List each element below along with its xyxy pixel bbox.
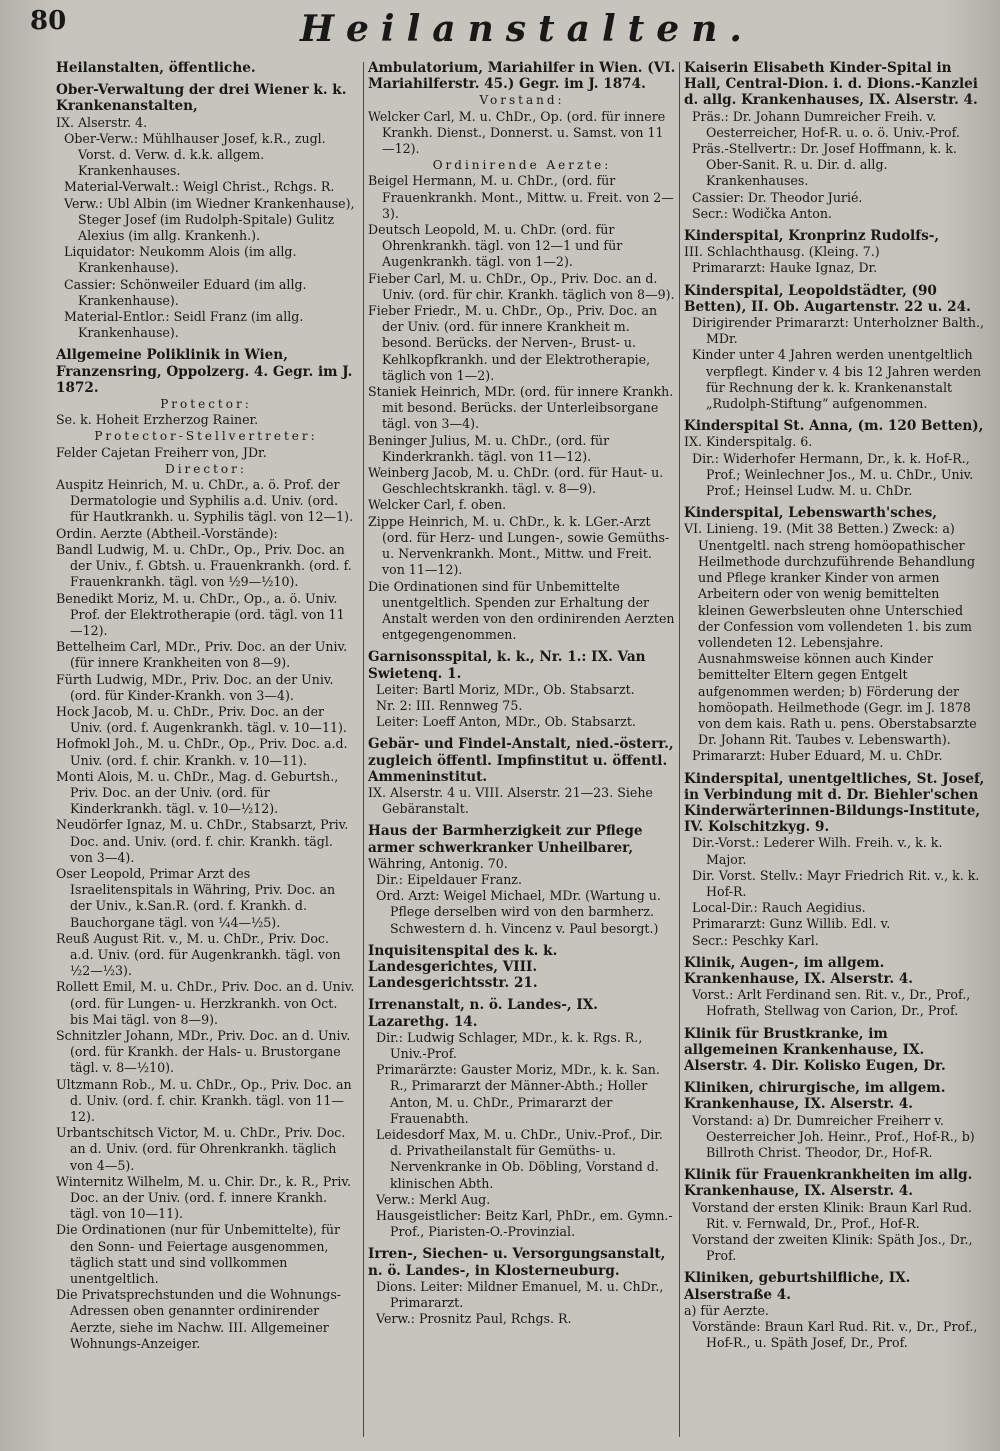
staff-entry: Material-Verwalt.: Weigl Christ., Rchgs. R. <box>64 179 335 195</box>
staff-entry: Hausgeistlicher: Beitz Karl, PhDr., em. Gymn.-Prof., Piaristen-O.-Provinzial. <box>376 1208 673 1240</box>
institution-heading: Irren-, Siechen- u. Versorgungsanstalt, n. ö. Landes-, in Klosterneuburg. <box>368 1246 666 1279</box>
entry-text: Bettelheim Carl, MDr., Priv. Doc. an der Univ. (für innere Krankheiten von 8—9). <box>56 639 348 671</box>
staff-entry: Präs.: Dr. Johann Dumreicher Freih. v. Oesterreicher, Hof-R. u. o. ö. Univ.-Prof. <box>692 108 960 140</box>
entry-text: Fürth Ludwig, MDr., Priv. Doc. an der Univ. (ord. für Kinder-Krankh. von 3—4). <box>56 671 334 703</box>
institution-heading: Inquisitenspital des k. k. Landesgerichtes, VIII. Landesgerichtsstr. 21. <box>368 942 558 992</box>
entry-text: Rollett Emil, M. u. ChDr., Priv. Doc. an d. Univ. (ord. für Lungen- u. Herzkrankh. von Oct. bis Mai tägl. von 8—9). <box>56 979 355 1027</box>
staff-entry: Primararzt: Huber Eduard, M. u. ChDr. <box>692 748 943 764</box>
entry-text: Fieber Friedr., M. u. ChDr., Op., Priv. Doc. an der Univ. (ord. für innere Krankheit m. besond. Berücks. der Nerven-, Brust- u. Kehlkopfkrankh. und der Elektrotherapie, täglich von 1—2). <box>368 303 658 383</box>
staff-entry: Verw.: Prosnitz Paul, Rchgs. R. <box>376 1311 572 1327</box>
staff-entry: Dir.: Eipeldauer Franz. <box>376 871 522 887</box>
staff-entry: Ober-Verw.: Mühlhauser Josef, k.R., zugl. Vorst. d. Verw. d. k.k. allgem. Krankenhauses. <box>64 130 326 179</box>
staff-entry: Präs.-Stellvertr.: Dr. Josef Hoffmann, k. k. Ober-Sanit. R. u. Dir. d. allg. Krankenhauses. <box>692 141 957 189</box>
entry-text: Beigel Hermann, M. u. ChDr., (ord. für Frauenkrankh. Mont., Mittw. u. Freit. von 2—3). <box>368 173 674 221</box>
entry-text: Hock Jacob, M. u. ChDr., Priv. Doc. an der Univ. (ord. f. Augenkrankh. tägl. v. 10—11). <box>56 703 347 736</box>
entry-text: IX. Alserstr. 4. <box>56 114 148 130</box>
entry-text: III. Schlachthausg. (Kleing. 7.) <box>684 244 880 260</box>
entry-text: Staniek Heinrich, MDr. (ord. für innere Krankh. mit besond. Berücks. der Unterleibsorgane tägl. von 3—4). <box>368 384 674 432</box>
entry-text: Die Ordinationen sind für Unbemittelte unentgeltlich. Spenden zur Erhaltung der Anstalt werden von den ordinirenden Aerzten entgegengenommen. <box>368 578 675 643</box>
staff-entry: Cassier: Schönweiler Eduard (im allg. Krankenhause). <box>64 276 307 308</box>
staff-entry: Dirigirender Primararzt: Unterholzner Balth., MDr. <box>692 315 985 347</box>
entry-text: Deutsch Leopold, M. u. ChDr. (ord. für Ohrenkrankh. tägl. von 12—1 und für Augenkrankh. tägl. von 1—2). <box>368 222 623 270</box>
column-rule <box>363 62 364 1437</box>
column-2 <box>368 60 676 1445</box>
staff-entry: Leiter: Bartl Moriz, MDr., Ob. Stabsarzt. <box>376 681 635 697</box>
entry-text: Fieber Carl, M. u. ChDr., Op., Priv. Doc. an d. Univ. (ord. für chir. Krankh. täglich von 8—9). <box>368 270 675 302</box>
entry-text: Die Privatsprechstunden und die Wohnungs-Adressen oben genannter ordinirender Aerzte, siehe im Nachw. III. Allgemeiner Wohnungs-Anzeiger. <box>56 1287 342 1351</box>
staff-entry: Vorstand: a) Dr. Dumreicher Freiherr v. Oesterreicher Joh. Heinr., Prof., Hof-R., b) Billroth Christ. Theodor, Dr., Hof-R. <box>692 1112 975 1160</box>
entry-text: IX. Alserstr. 4 u. VIII. Alserstr. 21—23. Siehe Gebäranstalt. <box>368 784 653 817</box>
staff-entry: Liquidator: Neukomm Alois (im allg. Krankenhause). <box>64 244 297 276</box>
staff-entry: Local-Dir.: Rauch Aegidius. <box>692 900 866 916</box>
staff-entry: Vorst.: Arlt Ferdinand sen. Rit. v., Dr., Prof., Hofrath, Stellwag von Carion, Dr., Prof. <box>692 987 971 1019</box>
staff-entry: Material-Entlor.: Seidl Franz (im allg. Krankenhause). <box>64 309 304 341</box>
running-head: Heilanstalten. <box>300 8 754 50</box>
institution-heading: Heilanstalten, öffentliche. <box>56 60 256 76</box>
staff-entry: Dir. Vorst. Stellv.: Mayr Friedrich Rit. v., k. k. Hof-R. <box>692 867 980 899</box>
institution-heading: Allgemeine Poliklinik in Wien, Franzensring, Oppolzerg. 4. Gegr. im J. 1872. <box>56 347 353 396</box>
institution-heading: Haus der Barmherzigkeit zur Pflege armer schwerkranker Unheilbarer, <box>368 823 643 856</box>
institution-heading: Kinderspital, Leopoldstädter, (90 Betten), II. Ob. Augartenstr. 22 u. 24. <box>684 282 971 315</box>
page-number: 80 <box>30 6 67 36</box>
staff-entry: Leidesdorf Max, M. u. ChDr., Univ.-Prof., Dir. d. Privatheilanstalt für Gemüths- u. Nervenkranke in Ob. Döbling, Vorstand d. klinischen Abth. <box>376 1127 663 1191</box>
column-rule <box>679 62 680 1437</box>
staff-entry: Nr. 2: III. Rennweg 75. <box>376 697 523 713</box>
entry-text: Se. k. Hoheit Erzherzog Rainer. <box>56 412 259 428</box>
staff-entry: Verw.: Merkl Aug. <box>376 1191 491 1207</box>
entry-text: a) für Aerzte. <box>684 1302 769 1318</box>
entry-text: Neudörfer Ignaz, M. u. ChDr., Stabsarzt, Priv. Doc. and. Univ. (ord. f. chir. Krankh. tägl. von 3—4). <box>56 817 349 865</box>
institution-heading: Klinik, Augen-, im allgem. Krankenhause, IX. Alserstr. 4. <box>684 954 914 987</box>
staff-entry: Primararzt: Hauke Ignaz, Dr. <box>692 260 878 276</box>
entry-text: Bandl Ludwig, M. u. ChDr., Op., Priv. Doc. an der Univ., f. Gbtsh. u. Frauenkrankh. (ord. f. Frauenkrankh. tägl. von ½9—½10). <box>56 541 352 590</box>
entry-text: IX. Kinderspitalg. 6. <box>684 434 813 450</box>
institution-heading: Kinderspital, Lebenswarth'sches, <box>684 505 937 522</box>
entry-text: Ultzmann Rob., M. u. ChDr., Op., Priv. Doc. an d. Univ. (ord. f. chir. Krankh. tägl. von 11—12). <box>56 1076 352 1124</box>
staff-entry: Secr.: Wodička Anton. <box>692 205 832 221</box>
role-heading: Ordinirende Aerzte: <box>432 158 612 173</box>
institution-heading: Kliniken, chirurgische, im allgem. Krankenhause, IX. Alserstr. 4. <box>684 1080 946 1113</box>
staff-entry: Cassier: Dr. Theodor Jurié. <box>692 189 863 205</box>
entry-text: Hofmokl Joh., M. u. ChDr., Op., Priv. Doc. a.d. Univ. (ord. f. chir. Krankh. v. 10—11). <box>56 736 348 768</box>
entry-text: Winternitz Wilhelm, M. u. Chir. Dr., k. R., Priv. Doc. an der Univ. (ord. f. innere Krankh. tägl. von 10—11). <box>56 1173 352 1222</box>
institution-heading: Kinderspital, unentgeltliches, St. Josef, in Verbindung mit d. Dr. Biehler'schen Kinderwärterinnen-Bildungs-Institute, IV. Kolschitzkyg. 9. <box>684 770 985 836</box>
entry-text: Reuß August Rit. v., M. u. ChDr., Priv. Doc. a.d. Univ. (ord. für Augenkrankh. tägl. von ½2—½3). <box>56 930 341 979</box>
entry-text: Weinberg Jacob, M. u. ChDr. (ord. für Haut- u. Geschlechtskrankh. tägl. v. 8—9). <box>368 465 664 497</box>
staff-entry: Dir.: Ludwig Schlager, MDr., k. k. Rgs. R., Univ.-Prof. <box>376 1029 643 1061</box>
entry-text: Zippe Heinrich, M. u. ChDr., k. k. LGer.-Arzt (ord. für Herz- und Lungen-, sowie Gemüths- u. Nervenkrankh. Mont., Mittw. und Freit. von 11—12). <box>368 513 670 578</box>
institution-heading: Irrenanstalt, n. ö. Landes-, IX. Lazarethg. 14. <box>368 997 598 1030</box>
entry-text: Oser Leopold, Primar Arzt des Israelitenspitals in Währing, Priv. Doc. an der Univ., k.San.R. (ord. f. Krankh. d. Bauchorgane tägl. von ¼4—½5). <box>56 865 336 930</box>
institution-heading: Ambulatorium, Mariahilfer in Wien. (VI. Mariahilferstr. 45.) Gegr. im J. 1874. <box>368 60 676 93</box>
entry-text: Auspitz Heinrich, M. u. ChDr., a. ö. Prof. der Dermatologie und Syphilis a.d. Univ. (ord. für Hautkrankh. u. Syphilis tägl. von 12—1). <box>56 477 354 525</box>
institution-heading: Klinik für Frauenkrankheiten im allg. Krankenhause, IX. Alserstr. 4. <box>684 1167 973 1200</box>
staff-entry: Dir.-Vorst.: Lederer Wilh. Freih. v., k. k. Major. <box>692 835 943 867</box>
entry-text: Schnitzler Johann, MDr., Priv. Doc. an d. Univ. (ord. für Krankh. der Hals- u. Brustorgane tägl. v. 8—½10). <box>56 1027 351 1076</box>
column-3 <box>684 60 986 1445</box>
role-heading: Protector-Stellvertreter: <box>94 429 318 444</box>
institution-heading: Kliniken, geburtshilfliche, IX. Alserstraße 4. <box>684 1270 911 1303</box>
entry-text: Monti Alois, M. u. ChDr., Mag. d. Geburtsh., Priv. Doc. an der Univ. (ord. für Kinderkrankh. tägl. v. 10—½12). <box>56 768 339 817</box>
institution-heading: Ober-Verwaltung der drei Wiener k. k. Krankenanstalten, <box>56 82 347 115</box>
institution-heading: Kaiserin Elisabeth Kinder-Spital in Hall, Central-Dion. i. d. Dions.-Kanzlei d. allg. Krankenhauses, IX. Alserstr. 4. <box>684 60 978 109</box>
entry-text: VI. Linieng. 19. (Mit 38 Betten.) Zweck: a) Unentgeltl. nach streng homöopathischer Heilmethode durchzuführende Behandlung und Pflege kranker Kinder von armen Arbeitern oder von wenig bemittelten kleinen Gewerbsleuten ohne Unterschied der Confession vom vollendeten 1. bis zum vollendeten 12. Lebensjahre. Ausnahmsweise können auch Kinder bemittelter Eltern gegen Entgelt aufgenommen werden; b) Förderung der homöopath. Heilmethode (Gegr. im J. 1878 von dem kais. Rath u. pens. Oberstabsarzte Dr. Johann Rit. Taubes v. Lebenswarth). <box>684 521 977 748</box>
entry-text: Felder Cajetan Freiherr von, JDr. <box>56 444 267 460</box>
entry-text: Welcker Carl, M. u. ChDr., Op. (ord. für innere Krankh. Dienst., Donnerst. u. Samst. von 11—12). <box>368 108 666 157</box>
staff-entry: Dions. Leiter: Mildner Emanuel, M. u. ChDr., Primararzt. <box>376 1278 664 1311</box>
staff-entry: Ord. Arzt: Weigel Michael, MDr. (Wartung u. Pflege derselben wird von den barmherz. Schwestern d. h. Vincenz v. Paul besorgt.) <box>376 888 661 936</box>
institution-heading: Kinderspital St. Anna, (m. 120 Betten), <box>684 418 984 435</box>
institution-heading: Garnisonsspital, k. k., Nr. 1.: IX. Van Swietenq. 1. <box>368 649 646 682</box>
entry-text: Benedikt Moriz, M. u. ChDr., Op., a. ö. Univ. Prof. der Elektrotherapie (ord. tägl. von 11—12). <box>56 590 345 638</box>
entry-text: Welcker Carl, f. oben. <box>368 497 507 513</box>
staff-entry: Verw.: Ubl Albin (im Wiedner Krankenhause), Steger Josef (im Rudolph-Spitale) Gulitz Alexius (im allg. Krankenh.). <box>64 195 355 244</box>
role-heading: Protector: <box>160 397 252 412</box>
role-heading: Director: <box>165 461 247 476</box>
entry-text: Urbantschitsch Victor, M. u. ChDr., Priv. Doc. an d. Univ. (ord. für Ohrenkrankh. täglich von 4—5). <box>56 1125 346 1173</box>
entry-text: Währing, Antonig. 70. <box>368 855 508 871</box>
role-heading: Vorstand: <box>479 93 565 108</box>
institution-heading: Klinik für Brustkranke, im allgemeinen Krankenhause, IX. Alserstr. 4. Dir. Kolisko Eugen, Dr. <box>684 1025 946 1074</box>
institution-heading: Kinderspital, Kronprinz Rudolfs-, <box>684 228 940 245</box>
entry-text: Die Ordinationen (nur für Unbemittelte), für den Sonn- und Feiertage ausgenommen, täglich statt und sind vollkommen unentgeltlich. <box>56 1222 340 1287</box>
staff-entry: Vorstände: Braun Karl Rud. Rit. v., Dr., Prof., Hof-R., u. Späth Josef, Dr., Prof. <box>692 1319 978 1351</box>
staff-entry: Kinder unter 4 Jahren werden unentgeltlich verpflegt. Kinder v. 4 bis 12 Jahren werden für Rechnung der k. k. Krankenanstalt „Rudolph-Stiftung“ aufgenommen. <box>692 347 982 412</box>
staff-entry: Secr.: Peschky Karl. <box>692 932 819 948</box>
staff-entry: Leiter: Loeff Anton, MDr., Ob. Stabsarzt. <box>376 714 636 730</box>
staff-entry: Vorstand der ersten Klinik: Braun Karl Rud. Rit. v. Fernwald, Dr., Prof., Hof-R. <box>692 1199 972 1231</box>
entry-text: Beninger Julius, M. u. ChDr., (ord. für Kinderkrankh. tägl. von 11—12). <box>368 432 610 464</box>
staff-entry: Dir.: Widerhofer Hermann, Dr., k. k. Hof-R., Prof.; Weinlechner Jos., M. u. ChDr., Univ. Prof.; Heinsel Ludw. M. u. ChDr. <box>692 450 974 499</box>
staff-entry: Vorstand der zweiten Klinik: Späth Jos., Dr., Prof. <box>692 1232 973 1264</box>
column-1 <box>56 60 356 1445</box>
institution-heading: Gebär- und Findel-Anstalt, nied.-österr., zugleich öffentl. Impfinstitut u. öffentl. Ammeninstitut. <box>368 736 674 785</box>
staff-entry: Primarärzte: Gauster Moriz, MDr., k. k. San. R., Primararzt der Männer-Abth.; Holler Anton, M. u. ChDr., Primararzt der Frauenabth. <box>376 1062 660 1126</box>
staff-entry: Primararzt: Gunz Willib. Edl. v. <box>692 916 891 932</box>
entry-text: Ordin. Aerzte (Abtheil.-Vorstände): <box>56 525 278 541</box>
